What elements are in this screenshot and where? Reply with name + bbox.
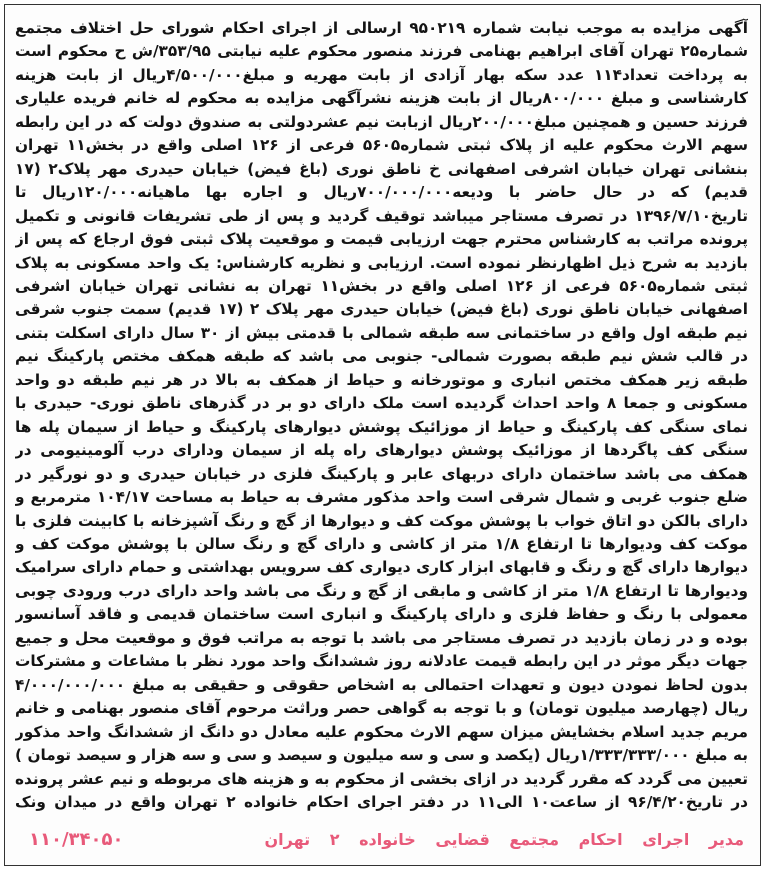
notice-footer xyxy=(29,823,744,855)
notice-reference-number: ۱۱۰/۳۴۰۵۰ xyxy=(29,828,124,850)
issuing-authority-signature: مدیر اجرای احکام مجتمع قضایی خانواده ۲ تهران xyxy=(264,829,744,849)
auction-notice xyxy=(4,4,761,866)
notice-body-text: آگهی مزایده به موجب نیابت شماره ۹۵۰۲۱۹ ارسالی از اجرای احکام شورای حل اختلاف مجتمع شماره۲۵ تهران آقای ابراهیم بهنامی فرزند منصور محکوم علیه نیابتی ۳۵۳/۹۵/ش ح محکوم است به پرداخت تعداد۱۱۴ عدد سکه بهار آزادی از بابت مهریه و مبلغ۴/۵۰۰/۰۰۰ریال از بابت هزینه کارشناسی و مبلغ ۸۰۰/۰۰۰ریال از بابت هزینه نشرآگهی مزایده به محکوم له خانم فریده علیاری فرزند حسین و همچنین مبلغ۲۰۰/۰۰۰ریال ازبابت نیم عشردولتی به صندوق دولت که در این رابطه سهم الارث محکوم علیه از پلاک ثبتی شماره۵۶۰۵ فرعی از ۱۲۶ اصلی واقع در بخش۱۱ تهران بنشانی تهران خیابان اشرفی اصفهانی خ ناطق نوری (باغ فیض) خیابان حیدری مهر پلاک۲ (۱۷ قدیم) که در حال حاضر با ودیعه۷۰۰/۰۰۰/۰۰۰ریال و اجاره بها ماهیانه۱۲۰/۰۰۰ریال تا تاریخ۱۳۹۶/۷/۱۰ در تصرف مستاجر میباشد توقیف گردید و پس از طی تشریفات قانونی و تکمیل پرونده مراتب به کارشناس محترم جهت ارزیابی قیمت و موقعیت پلاک ثبتی فوق ارجاع که پس از بازدید به شرح ذیل اظهارنظر نموده است. ارزیابی و نظریه کارشناس: یک واحد مسکونی به پلاک ثبتی شماره۵۶۰۵ فرعی از ۱۲۶ اصلی واقع در بخش۱۱ تهران به نشانی تهران خیابان اشرفی اصفهانی خیابان ناطق نوری (باغ فیض) خیابان حیدری مهر پلاک ۲ (۱۷ قدیم) سمت جنوب شرقی نیم طبقه اول واقع در ساختمانی سه طبقه شمالی با قدمتی بیش از ۳۰ سال دارای اسکلت بتنی در قالب شش نیم طبقه بصورت شمالی- جنوبی می باشد که طبقه همکف مختص پارکینگ نیم طبقه زیر همکف مختص انباری و موتورخانه و حیاط از همکف به بالا در هر نیم طبقه دو واحد مسکونی و جمعا ۸ واحد احداث گردیده است ملک دارای دو بر در گذرهای ناطق نوری- حیدری با نمای سنگی کف پارکینگ و حیاط از موزائیک پوشش دیوارهای پارکینگ و حیاط از سیمان پله ها سنگی کف پاگردها از موزائیک پوشش دیوارهای راه پله از سیمان ودارای درب آلومینیومی در همکف می باشد ساختمان دارای دربهای عابر و پارکینگ فلزی در خیابان حیدری و دو نورگیر در ضلع جنوب غربی و شمال شرقی است واحد مذکور مشرف به حیاط به مساحت ۱۰۴/۱۷ مترمربع و دارای بالکن دو اتاق خواب با پوشش موکت کف و دیوارها از گچ و رنگ آشپزخانه با کابینت فلزی با موکت کف ودیوارها تا ارتفاع ۱/۸ متر از کاشی و دارای گچ و رنگ سالن با پوشش موکت کف و دیوارها دارای گچ و رنگ و قابهای ابزار کاری دیواری کف سرویس بهداشتی و حمام دارای سرامیک ودیوارها تا ارتفاع ۱/۸ متر از کاشی و مابقی از گچ و رنگ می باشد واحد دارای درب ورودی چوبی معمولی با رنگ و حفاظ فلزی و دارای پارکینگ و انباری است ساختمان قدیمی و فاقد آسانسور بوده و در زمان بازدید در تصرف مستاجر می باشد با توجه به مراتب فوق و موقعیت محل و جمیع جهات دیگر موثر در این رابطه قیمت عادلانه روز ششدانگ واحد مورد نظر با مشاعات و مشترکات بدون لحاظ نمودن دیون و تعهدات احتمالی به اشخاص حقوقی و حقیقی به مبلغ ۴/۰۰۰/۰۰۰/۰۰۰ ریال (چهارصد میلیون تومان) و با توجه به گواهی حصر وراثت مرحوم آقای منصور بهنامی و خانم مریم جدید اسلام بخشایش میزان سهم الارث محکوم علیه معادل دو دانگ از ششدانگ واحد مذکور به مبلغ ۱/۳۳۳/۳۳۳/۰۰۰ریال (یکصد و سی و سه میلیون و سیصد و سی و سه هزار و سیصد تومان ) تعیین می گردد که مقرر گردید در ازای بخشی از محکوم به و هزینه های مربوطه و نیم عشر پرونده در تاریخ۹۶/۴/۲۰ از ساعت۱۰ الی۱۱ در دفتر اجرای احکام خانواده ۲ تهران واقع در میدان ونک xyxy=(15,19,748,811)
